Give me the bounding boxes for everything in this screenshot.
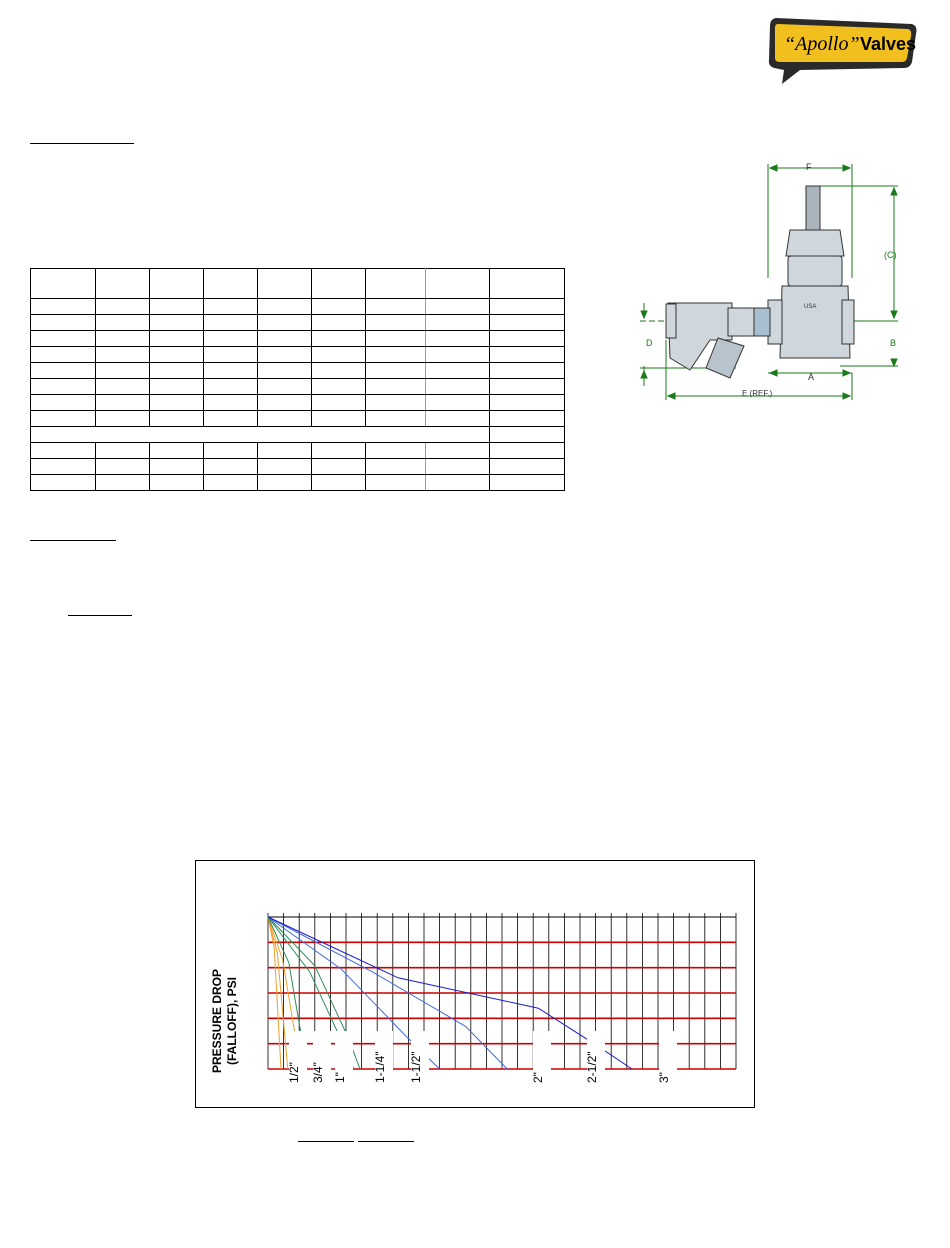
subsection-heading-underline xyxy=(68,615,132,616)
size-label: 1" xyxy=(333,1072,347,1083)
table-row xyxy=(31,363,565,379)
dim-label-c: (C) xyxy=(884,250,897,260)
logo-text-apollo: “Apollo” xyxy=(784,33,860,55)
table-row xyxy=(31,443,565,459)
valve-body xyxy=(666,186,854,378)
table-header-row xyxy=(31,269,565,299)
table-row xyxy=(31,331,565,347)
table-row xyxy=(31,347,565,363)
size-label: 1-1/4" xyxy=(373,1051,387,1083)
usa-stamp: USA xyxy=(804,304,817,310)
dimension-table xyxy=(30,268,565,491)
logo-graphic xyxy=(766,14,918,88)
valve-dimension-drawing xyxy=(640,158,897,408)
section-heading-underline xyxy=(30,540,116,541)
dim-label-b: B xyxy=(890,338,897,348)
logo-text-valves: Valves xyxy=(860,34,917,54)
size-label: 3" xyxy=(657,1072,671,1083)
table-row xyxy=(31,315,565,331)
table-row xyxy=(31,411,565,427)
table-row xyxy=(31,475,565,491)
dim-label-e: E (REF.) xyxy=(742,389,773,398)
size-label: 1-1/2" xyxy=(409,1051,423,1083)
table-row xyxy=(31,459,565,475)
size-label: 3/4" xyxy=(311,1062,325,1083)
table-row xyxy=(31,379,565,395)
dim-label-f: F xyxy=(806,162,812,172)
pressure-drop-chart xyxy=(195,860,755,1108)
size-label: 2" xyxy=(531,1072,545,1083)
caption-underline xyxy=(358,1141,414,1142)
size-label: 1/2" xyxy=(287,1062,301,1083)
chart-canvas xyxy=(196,861,754,1107)
y-axis-label: PRESSURE DROP xyxy=(210,968,224,1074)
table-row xyxy=(31,395,565,411)
table-row xyxy=(31,299,565,315)
dimension-lines xyxy=(640,164,898,400)
dim-label-d: D xyxy=(646,338,653,348)
dim-label-a: A xyxy=(808,372,815,382)
size-label: 2-1/2" xyxy=(585,1051,599,1083)
caption-underline xyxy=(298,1141,354,1142)
section-heading-underline xyxy=(30,143,134,144)
y-axis-label: (FALLOFF), PSI xyxy=(225,977,239,1065)
table-span-row xyxy=(31,427,565,443)
apollo-valves-logo xyxy=(766,14,918,88)
